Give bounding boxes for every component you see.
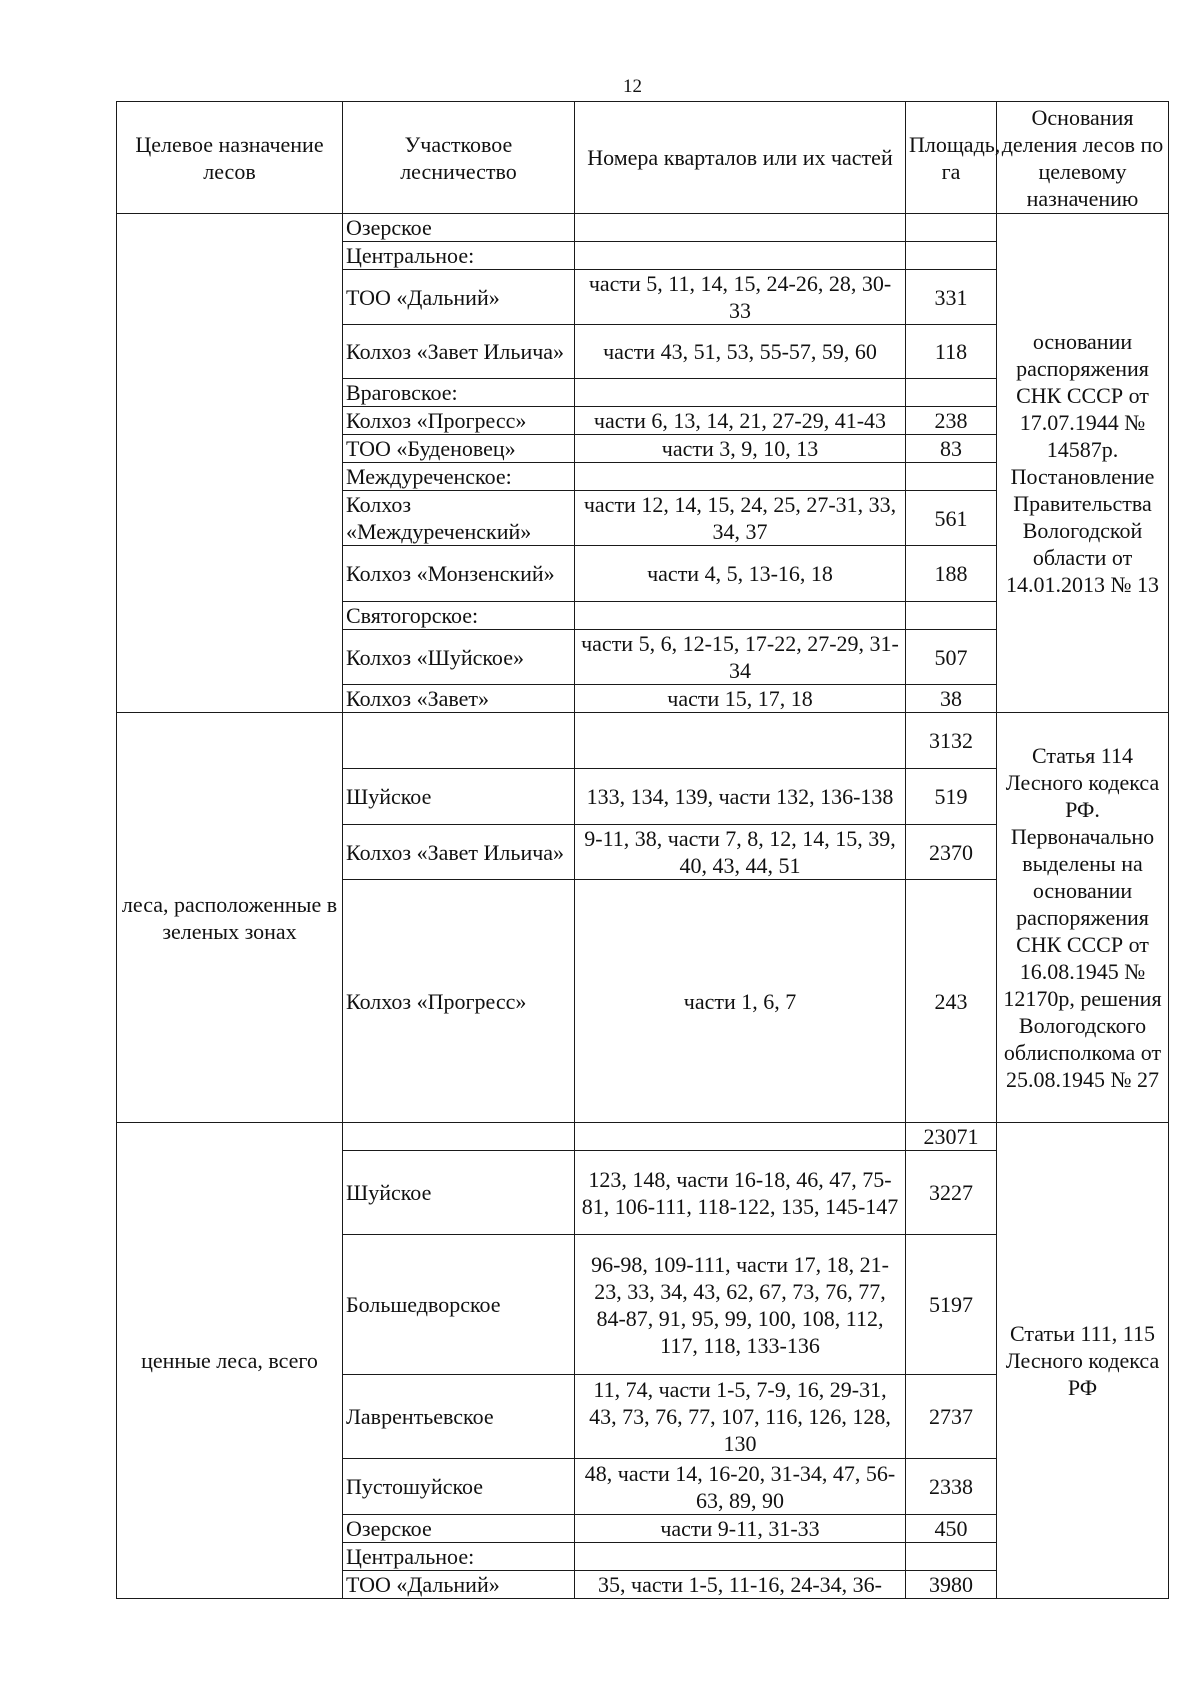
area-cell: [906, 214, 997, 242]
area-cell: 2737: [906, 1375, 997, 1459]
area-cell: 2370: [906, 825, 997, 880]
district-cell: Центральное:: [343, 1543, 575, 1571]
purpose-cell: ценные леса, всего: [117, 1123, 343, 1599]
district-cell: Святогорское:: [343, 602, 575, 630]
table-row: [117, 1123, 1169, 1151]
district-cell: Шуйское: [343, 769, 575, 825]
district-cell: Пустошуйское: [343, 1459, 575, 1515]
area-cell: 331: [906, 270, 997, 325]
purpose-cell-empty: [117, 214, 343, 713]
quarters-cell: 48, части 14, 16-20, 31-34, 47, 56-63, 89, 90: [575, 1459, 906, 1515]
basis-cell: Статья 114 Лесного кодекса РФ. Первоначально выделены на основании распоряжения СНК СССР от 16.08.1945 № 12170р, решения Вологодского облисполкома от 25.08.1945 № 27: [997, 713, 1169, 1123]
quarters-cell: [575, 602, 906, 630]
header-district: Участковое лесничество: [343, 102, 575, 214]
district-cell: Колхоз «Завет Ильича»: [343, 825, 575, 880]
table-header-row: [117, 102, 1169, 214]
quarters-cell: части 3, 9, 10, 13: [575, 435, 906, 463]
area-cell: [906, 1543, 997, 1571]
basis-cell: основании распоряжения СНК СССР от 17.07.1944 № 14587р. Постановление Правительства Вологодской области от 14.01.2013 № 13: [997, 214, 1169, 713]
basis-cell: Статьи 111, 115 Лесного кодекса РФ: [997, 1123, 1169, 1599]
area-cell: 3980: [906, 1571, 997, 1599]
area-cell: 507: [906, 630, 997, 685]
district-cell: Колхоз «Прогресс»: [343, 880, 575, 1123]
header-area: Площадь, га: [906, 102, 997, 214]
area-cell: 188: [906, 546, 997, 602]
quarters-cell: части 6, 13, 14, 21, 27-29, 41-43: [575, 407, 906, 435]
quarters-cell: части 9-11, 31-33: [575, 1515, 906, 1543]
quarters-cell: 35, части 1-5, 11-16, 24-34, 36-: [575, 1571, 906, 1599]
quarters-cell: [575, 1123, 906, 1151]
district-cell: ТОО «Буденовец»: [343, 435, 575, 463]
area-cell: 3227: [906, 1151, 997, 1235]
area-cell: [906, 463, 997, 491]
quarters-cell: [575, 713, 906, 769]
quarters-cell: [575, 242, 906, 270]
district-cell: Шуйское: [343, 1151, 575, 1235]
district-cell: [343, 713, 575, 769]
quarters-cell: [575, 1543, 906, 1571]
area-cell: 38: [906, 685, 997, 713]
area-cell: 243: [906, 880, 997, 1123]
quarters-cell: 11, 74, части 1-5, 7-9, 16, 29-31, 43, 73, 76, 77, 107, 116, 126, 128, 130: [575, 1375, 906, 1459]
district-cell: [343, 1123, 575, 1151]
quarters-cell: 133, 134, 139, части 132, 136-138: [575, 769, 906, 825]
area-cell: 561: [906, 491, 997, 546]
quarters-cell: части 5, 6, 12-15, 17-22, 27-29, 31-34: [575, 630, 906, 685]
district-cell: Лаврентьевское: [343, 1375, 575, 1459]
district-cell: Озерское: [343, 1515, 575, 1543]
page-number: 12: [623, 76, 642, 97]
area-cell: 2338: [906, 1459, 997, 1515]
district-cell: Колхоз «Междуреченский»: [343, 491, 575, 546]
area-cell: 3132: [906, 713, 997, 769]
district-cell: Колхоз «Шуйское»: [343, 630, 575, 685]
quarters-cell: части 43, 51, 53, 55-57, 59, 60: [575, 325, 906, 379]
quarters-cell: [575, 463, 906, 491]
quarters-cell: части 12, 14, 15, 24, 25, 27-31, 33, 34, 37: [575, 491, 906, 546]
header-purpose: Целевое назначение лесов: [117, 102, 343, 214]
district-cell: Большедворское: [343, 1235, 575, 1375]
quarters-cell: части 5, 11, 14, 15, 24-26, 28, 30-33: [575, 270, 906, 325]
table-row: [117, 214, 1169, 242]
quarters-cell: 96-98, 109-111, части 17, 18, 21-23, 33, 34, 43, 62, 67, 73, 76, 77, 84-87, 91, 95, 99, 100, 108, 112, 117, 118, 133-136: [575, 1235, 906, 1375]
quarters-cell: 123, 148, части 16-18, 46, 47, 75-81, 106-111, 118-122, 135, 145-147: [575, 1151, 906, 1235]
area-cell: 519: [906, 769, 997, 825]
area-cell: 118: [906, 325, 997, 379]
area-cell: 238: [906, 407, 997, 435]
district-cell: Центральное:: [343, 242, 575, 270]
area-cell: [906, 379, 997, 407]
area-cell: 23071: [906, 1123, 997, 1151]
area-cell: 83: [906, 435, 997, 463]
header-quarters: Номера кварталов или их частей: [575, 102, 906, 214]
quarters-cell: части 15, 17, 18: [575, 685, 906, 713]
area-cell: [906, 602, 997, 630]
area-cell: 450: [906, 1515, 997, 1543]
header-basis: Основания деления лесов по целевому назначению: [997, 102, 1169, 214]
district-cell: ТОО «Дальний»: [343, 270, 575, 325]
forest-purpose-table: [116, 101, 1169, 1599]
quarters-cell: 9-11, 38, части 7, 8, 12, 14, 15, 39, 40, 43, 44, 51: [575, 825, 906, 880]
purpose-cell: леса, расположенные в зеленых зонах: [117, 713, 343, 1123]
district-cell: Колхоз «Монзенский»: [343, 546, 575, 602]
table-row: [117, 713, 1169, 769]
district-cell: Озерское: [343, 214, 575, 242]
district-cell: Колхоз «Завет»: [343, 685, 575, 713]
district-cell: Враговское:: [343, 379, 575, 407]
district-cell: Междуреченское:: [343, 463, 575, 491]
quarters-cell: [575, 379, 906, 407]
area-cell: 5197: [906, 1235, 997, 1375]
district-cell: Колхоз «Прогресс»: [343, 407, 575, 435]
quarters-cell: части 1, 6, 7: [575, 880, 906, 1123]
area-cell: [906, 242, 997, 270]
district-cell: ТОО «Дальний»: [343, 1571, 575, 1599]
district-cell: Колхоз «Завет Ильича»: [343, 325, 575, 379]
quarters-cell: части 4, 5, 13-16, 18: [575, 546, 906, 602]
quarters-cell: [575, 214, 906, 242]
